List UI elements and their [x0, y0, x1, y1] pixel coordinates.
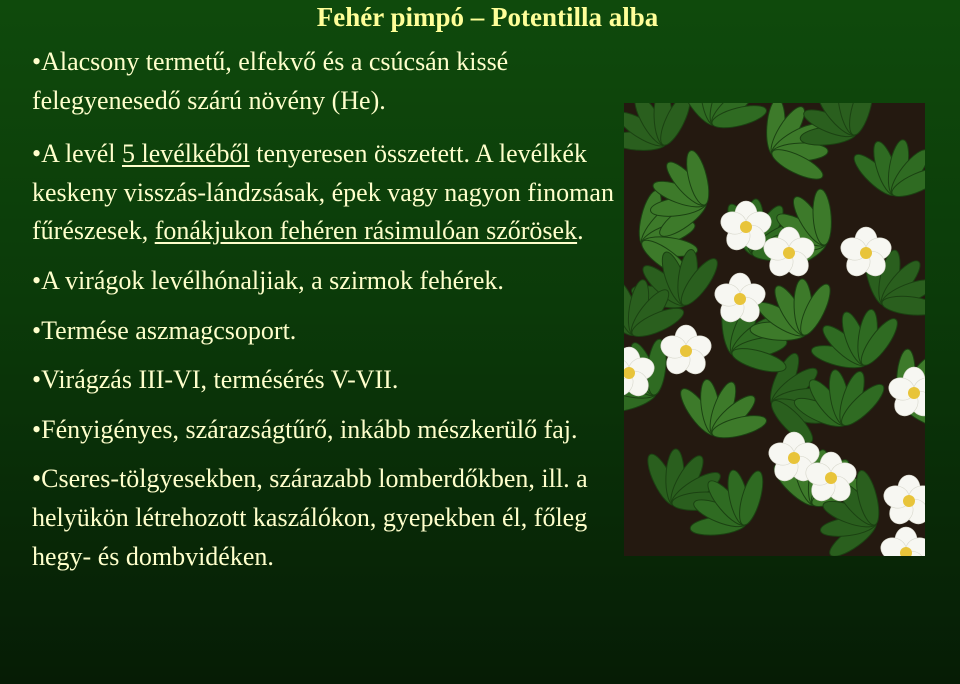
flower-center: [908, 387, 920, 399]
plant-photo: [624, 103, 925, 556]
flower-center: [825, 472, 837, 484]
slide-title: Fehér pimpó – Potentilla alba: [316, 2, 659, 32]
flower-center: [903, 495, 915, 507]
bullet-habitat: •Cseres-tölgyesekben, szárazabb lomberdőkben, ill. a helyükön létrehozott kaszálókon, gyepekben él, főleg hegy- és dombvidéken.: [32, 464, 588, 571]
flower-center: [788, 452, 800, 464]
flower-center: [860, 247, 872, 259]
bullet-leaf: [32, 135, 632, 251]
flower-center: [680, 345, 692, 357]
link-levelke[interactable]: 5 levélkéből: [121, 139, 250, 169]
bullet-flowers: •A virágok levélhónaljiak, a szirmok fehérek.: [32, 265, 504, 295]
bullet-fruit: •Termése aszmagcsoport.: [32, 315, 297, 345]
bullet-list: [32, 43, 632, 576]
plant-illustration: [624, 103, 925, 556]
bullet-ecology: •Fényigényes, szárazságtűrő, inkább mészkerülő faj.: [32, 414, 578, 444]
bullet-leaf-mid: tenyeresen összetett. A levélkék keskeny visszás-lándzsásak, épek vagy nagyon finoman fűrészesek,: [32, 139, 614, 246]
flower-center: [783, 247, 795, 259]
flower-center: [734, 293, 746, 305]
bullet-flowering: •Virágzás III-VI, termésérés V-VII.: [32, 365, 399, 395]
link-fonak[interactable]: fonákjukon fehéren rásimulóan szőrösek: [154, 216, 578, 246]
flower-center: [740, 221, 752, 233]
bullet-habit: •Alacsony termetű, elfekvő és a csúcsán kissé felegyenesedő szárú növény (He).: [32, 47, 509, 115]
bullet-leaf-post: .: [577, 216, 584, 246]
bullet-leaf-pre: •A levél: [32, 139, 122, 169]
